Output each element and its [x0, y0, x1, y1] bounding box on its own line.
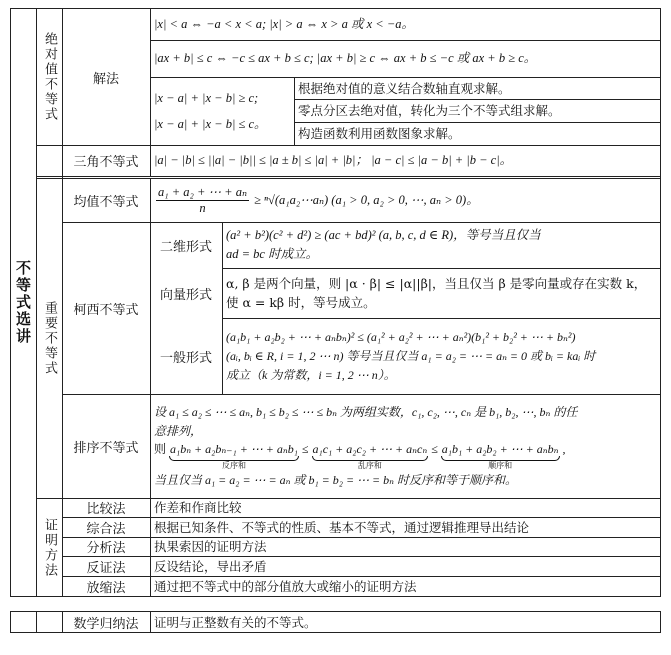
rearr-le-2: ≤	[431, 441, 438, 456]
cs2-label: 二维形式	[159, 239, 212, 255]
abs-section-label: 绝对值不等式	[42, 32, 57, 122]
csg-line-3: 成立（k 为常数，i = 1, 2 ⋯ n）。	[226, 367, 396, 382]
amgm-numerator: a₁ + a₂ + ⋯ + aₙ	[158, 184, 248, 199]
abs-ineq-block	[150, 77, 294, 145]
rearr-line-4: 当且仅当 a₁ = a₂ = ⋯ = aₙ 或 b₁ = b₂ = ⋯ = bₙ 时反序和等于顺序和。	[154, 472, 518, 487]
rearr-text	[150, 394, 661, 498]
proof-desc-5: 通过把不等式中的部分值放大或缩小的证明方法	[154, 579, 417, 594]
csv-line-2: 使 α = kβ 时，等号成立。	[226, 295, 376, 310]
abs-method-1: 根据绝对值的意义结合数轴直观求解。	[298, 80, 511, 96]
rearr-le-1: ≤	[301, 441, 309, 456]
csg-label: 一般形式	[159, 350, 212, 366]
proof-name-3: 分析法	[86, 541, 126, 556]
rearr-line-3	[154, 441, 566, 471]
amgm-denominator: n	[199, 200, 206, 215]
abs-rule-2: |ax + b| ≤ c ⇔ −c ≤ ax + b ≤ c; |ax + b| ≥ c ⇔ ax + b ≤ −c 或 ax + b ≥ c。	[154, 51, 537, 65]
rearr-sequential-sum	[442, 441, 559, 471]
rearr-reverse-tag: 反序和	[221, 460, 246, 470]
proof-desc-2: 根据已知条件、不等式的性质、基本不等式，通过逻辑推理导出结论	[154, 519, 530, 535]
abs-method-label: 解法	[92, 71, 119, 87]
csv-line-1: α, β 是两个向量，则 |α · β| ≤ |α||β|，当且仅当 β 是零向量或存在实数 k，	[226, 276, 647, 291]
amgm-fraction	[156, 185, 249, 216]
amgm-label: 均值不等式	[73, 194, 139, 210]
induction-desc: 证明与正整数有关的不等式。	[154, 614, 317, 630]
proof-name-1: 比较法	[86, 502, 126, 517]
csv-label: 向量形式	[159, 287, 212, 303]
abs-ineq-b: |x − a| + |x − b| ≤ c。	[154, 117, 267, 131]
rearr-reverse-sum	[170, 441, 298, 471]
main-heading: 不等式选讲	[14, 260, 32, 345]
abs-method-3: 构造函数利用函数图象求解。	[298, 126, 461, 141]
proof-desc-4: 反设结论，导出矛盾	[154, 558, 267, 574]
csv-text	[222, 268, 661, 318]
amgm-rest: ≥ ⁿ√(a₁a₂⋯aₙ) (a₁ > 0, a₂ > 0, ⋯, aₙ > 0)。	[254, 192, 479, 207]
rearr-prefix: 则	[154, 441, 167, 456]
rearr-sequential-expr: a₁b₁ + a₂b₂ + ⋯ + aₙbₙ	[441, 441, 559, 456]
triangle-label: 三角不等式	[73, 155, 139, 170]
proof-section-label: 证明方法	[42, 517, 57, 578]
csg-line-2: (aᵢ, bᵢ ∈ R, i = 1, 2 ⋯ n) 等号当且仅当 a₁ = a₂ = ⋯ = aₙ = 0 或 bᵢ = kaᵢ 时	[226, 348, 596, 363]
rearr-comma: ,	[562, 441, 566, 456]
triangle-rule: |a| − |b| ≤ ||a| − |b|| ≤ |a ± b| ≤ |a| + |b|； |a − c| ≤ |a − b| + |b − c|。	[154, 153, 513, 167]
rearr-sequential-tag: 顺序和	[488, 460, 513, 470]
abs-method-2: 零点分区去绝对值，转化为三个不等式组求解。	[298, 103, 561, 118]
cs2-text	[222, 222, 661, 268]
cauchy-label: 柯西不等式	[73, 302, 139, 318]
rearr-label: 排序不等式	[73, 440, 139, 456]
rearr-line-1: 设 a₁ ≤ a₂ ≤ ⋯ ≤ aₙ, b₁ ≤ b₂ ≤ ⋯ ≤ bₙ 为两组实数，c₁, c₂, ⋯, cₙ 是 b₁, b₂, ⋯, bₙ 的任	[154, 404, 578, 419]
rearr-line-2: 意排列，	[154, 423, 203, 438]
cs2-line-1: (a² + b²)(c² + d²) ≥ (ac + bd)² (a, b, c, d ∈ R)，等号当且仅当	[226, 228, 541, 242]
important-section-label: 重要不等式	[42, 300, 57, 376]
cs2-line-2: ad = bc 时成立。	[226, 247, 319, 261]
proof-name-2: 综合法	[86, 521, 126, 537]
rearr-random-sum	[313, 441, 428, 471]
abs-rule-1: |x| < a ⇔ −a < x < a; |x| > a ⇔ x > a 或 x < −a。	[154, 16, 415, 31]
rearr-reverse-expr: a₁bₙ + a₂bₙ₋₁ + ⋯ + aₙb₁	[170, 441, 298, 456]
induction-name: 数学归纳法	[73, 616, 139, 632]
abs-ineq-a: |x − a| + |x − b| ≥ c;	[154, 91, 259, 105]
rearr-random-tag: 乱序和	[357, 460, 382, 470]
proof-name-5: 放缩法	[86, 581, 126, 596]
proof-desc-3: 执果索因的证明方法	[154, 539, 267, 554]
proof-desc-1: 作差和作商比较	[154, 500, 242, 515]
rearr-random-expr: a₁c₁ + a₂c₂ + ⋯ + aₙcₙ	[312, 441, 428, 456]
csg-line-1: (a₁b₁ + a₂b₂ + ⋯ + aₙbₙ)² ≤ (a₁² + a₂² + ⋯ + aₙ²)(b₁² + b₂² + ⋯ + bₙ²)	[226, 329, 576, 344]
csg-text	[222, 318, 661, 394]
proof-name-4: 反证法	[86, 560, 126, 576]
amgm-formula	[150, 178, 661, 222]
